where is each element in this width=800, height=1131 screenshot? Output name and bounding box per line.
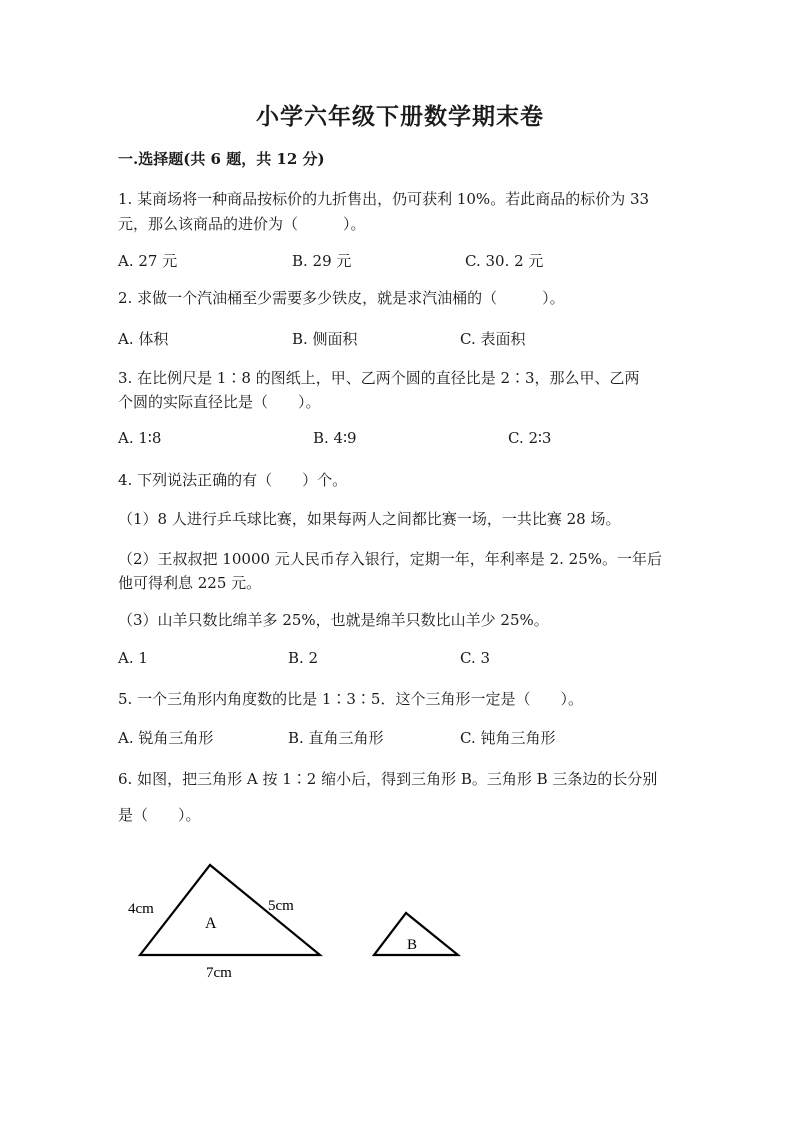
- triangles-figure: [120, 855, 480, 990]
- question-6-line-1: 6. 如图，把三角形 A 按 1∶2 缩小后，得到三角形 B。三角形 B 三条边的长分别: [118, 770, 658, 788]
- question-4-option-c: C. 3: [460, 649, 491, 667]
- question-5-option-a: A. 锐角三角形: [118, 729, 214, 747]
- question-1-option-b: B. 29 元: [292, 252, 352, 270]
- question-1-line-1: 1. 某商场将一种商品按标价的九折售出，仍可获利 10%。若此商品的标价为 33: [118, 190, 650, 208]
- question-4-statement-2-line-2: 他可得利息 225 元。: [118, 574, 262, 592]
- question-3-option-c: C. 2∶3: [508, 429, 552, 447]
- question-6-line-2: 是（ ）。: [118, 806, 201, 824]
- triangle-a-side-bottom-label: 7cm: [206, 965, 232, 981]
- question-4-option-b: B. 2: [288, 649, 319, 667]
- question-4-statement-3: （3）山羊只数比绵羊多 25%，也就是绵羊只数比山羊少 25%。: [118, 611, 549, 629]
- triangle-b-label: B: [407, 937, 418, 953]
- question-3-option-b: B. 4∶9: [313, 429, 357, 447]
- question-5-option-b: B. 直角三角形: [288, 729, 384, 747]
- question-4-statement-2-line-1: （2）王叔叔把 10000 元人民币存入银行，定期一年，年利率是 2. 25%。一年后: [118, 550, 662, 568]
- question-2-line-1: 2. 求做一个汽油桶至少需要多少铁皮，就是求汽油桶的（ ）。: [118, 289, 565, 307]
- question-5-option-c: C. 钝角三角形: [460, 729, 556, 747]
- question-2-option-b: B. 侧面积: [292, 330, 358, 348]
- question-4-statement-1: （1）8 人进行乒乓球比赛，如果每两人之间都比赛一场，一共比赛 28 场。: [118, 510, 621, 528]
- question-2-option-c: C. 表面积: [460, 330, 526, 348]
- question-2-option-a: A. 体积: [118, 330, 169, 348]
- question-4-line-1: 4. 下列说法正确的有（ ）个。: [118, 471, 348, 489]
- question-3-line-2: 个圆的实际直径比是（ ）。: [118, 393, 321, 411]
- triangle-a-label: A: [205, 915, 217, 932]
- question-1-line-2: 元，那么该商品的进价为（ ）。: [118, 215, 366, 233]
- question-5-line-1: 5. 一个三角形内角度数的比是 1∶3∶5．这个三角形一定是（ ）。: [118, 690, 583, 708]
- section-heading: 一.选择题(共 6 题，共 12 分): [118, 150, 325, 168]
- question-3-option-a: A. 1∶8: [118, 429, 162, 447]
- page-title: 小学六年级下册数学期末卷: [256, 103, 544, 130]
- question-4-option-a: A. 1: [118, 649, 148, 667]
- triangle-a-side-right-label: 5cm: [268, 898, 294, 914]
- question-3-line-1: 3. 在比例尺是 1∶8 的图纸上，甲、乙两个圆的直径比是 2∶3，那么甲、乙两: [118, 369, 640, 387]
- question-1-option-c: C. 30. 2 元: [465, 252, 544, 270]
- question-1-option-a: A. 27 元: [118, 252, 178, 270]
- triangle-a-side-left-label: 4cm: [128, 901, 154, 917]
